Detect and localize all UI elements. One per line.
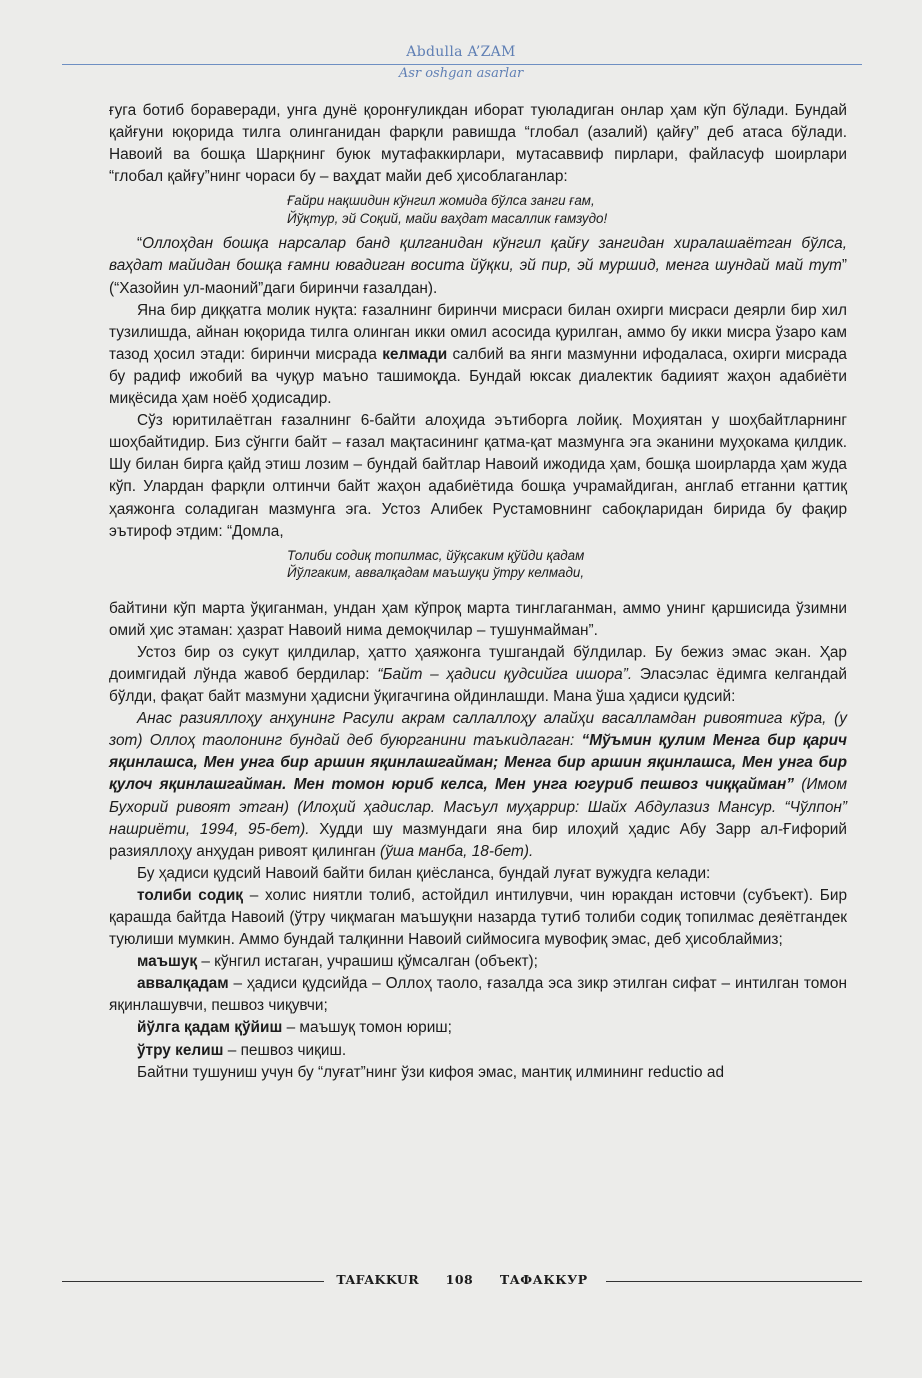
quote-mark: “ (137, 235, 143, 253)
page-number: 108 (440, 1272, 480, 1287)
definition-item (109, 1040, 847, 1062)
definition-text: – ҳадиси қудсийда – Оллоҳ таоло, ғазалда эса зикр этилган сифат – интилган томон яқинлашувчи, пешвоз чиқувчи; (109, 975, 847, 1015)
definition-term: аввалқадам (137, 975, 229, 993)
hadith-paragraph (109, 708, 847, 863)
text: Худди шу мазмундаги яна бир илоҳий ҳадис Абу Зарр ал-Ғифорий разияллоҳу анҳудан ривоят қилинган (109, 820, 848, 860)
definition-item (109, 1017, 847, 1039)
verse-line: Йўлгаким, аввалқадам маъшуқи ўтру келмади, (287, 565, 585, 581)
definition-item (109, 885, 847, 951)
text: Яна бир диққатга молик нуқта: ғазалнинг биринчи мисраси билан охирги мисраси деярли бир хил тузилишда, айнан юқорида тилга олинган икки омил асосида қурилган, аммо бу икки мисра ўзаро кам тазод ҳосил этади: биринчи мисрада (109, 301, 847, 363)
paragraph: ғуга ботиб бораверади, унга дунё қоронғуликдан иборат туюладиган онлар ҳам кўп бўлади. Бундай қайғуни юқорида тилга олинганидан фарқли равишда “глобал (азалий) қайғу” деб атаса бўлади. Навоий ва бошқа Шарқнинг буюк мутафаккирлари, мутасаввиф пирлари, файласуф шоирлари “глобал қайғу”нинг чораси бу – ваҳдат майи деб ҳисоблаганлар: (109, 102, 847, 186)
definition-term: ўтру келиш (137, 1041, 224, 1059)
article-body (109, 100, 847, 1084)
verse-line: Ғайри нақшидин кўнгил жомида бўлса занги ғам, (287, 193, 595, 209)
paragraph: Сўз юритилаётган ғазалнинг 6-байти алоҳида эътиборга лойиқ. Моҳиятан у шоҳбайтларнинг шоҳбайтидир. Биз сўнгги байт – ғазал мақтасининг қатма-қат мазмунга эга эканини муҳокама қилдик. Шу билан бирга қайд этиш лозим – бундай байтлар Навоий ижодида ҳам, бошқа шоирларда ҳам жуда кўп. Улардан фарқли олтинчи байт жаҳон адабиётида бошқа учрамайдиган, англаб етганни қаттиқ ҳаяжонга соладиган мазмунга эга. Устоз Алибек Рустамовнинг сабоқларидан бирида бу фақир эътироф этдим: “Домла, (109, 412, 847, 540)
paragraph (109, 642, 847, 708)
paragraph (109, 233, 847, 299)
paragraph: байтини кўп марта ўқиганман, ундан ҳам кўпроқ марта тинглаганман, аммо унинг қаршисида ўзимни омий ҳис этаман: ҳазрат Навоий нима демоқчилар – тушунмайман”. (109, 599, 847, 639)
footer-journal-cyrillic: ТАФАККУР (494, 1272, 594, 1287)
paragraph: Байтни тушуниш учун бу “луғат”нинг ўзи кифоя эмас, мантиқ илмининг reductio ad (137, 1063, 725, 1081)
definition-text: – маъшуқ томон юриш; (282, 1019, 452, 1037)
running-header-book-title: Asr oshgan asarlar (398, 66, 524, 81)
bold-term: келмади (382, 345, 448, 363)
italic-text: Анас разияллоҳу анҳунинг Расули акрам саллаллоҳу алайҳи васалламдан ривоятига кўра, (у зот) Оллоҳ таолонинг бундай деб буюрганини таъкидлаган: (109, 710, 847, 750)
paragraph (109, 300, 847, 410)
italic-text: (Имом Бухорий ривоят этган) (Илоҳий ҳадислар. Масъул муҳаррир: Шайх Абдулазиз Мансур. “Чўлпон” нашриёти, 1994, 95-бет). (109, 776, 847, 838)
definition-term: толиби содиқ (137, 886, 243, 904)
running-header-author: Abdulla A’ZAM (406, 44, 516, 60)
text: Эласэлас ёдимга келгандай бўлди, фақат байт мазмуни ҳадисни ўқигачгина ойдинлашди. Мана ўша ҳадиси қудсий: (109, 665, 848, 706)
header-rule (62, 64, 862, 65)
text: Устоз бир оз сукут қилдилар, ҳатто ҳаяжонга тушгандай бўлдилар. Бу бежиз эмас экан. Ҳар доимгидай лўнда жавоб бердилар: (109, 643, 847, 683)
definition-text: – пешвоз чиқиш. (223, 1041, 347, 1059)
text: салбий ва янги мазмунни ифодаласа, охирги мисрада бу радиф ижобий ва чуқур маъно ташимоқда. Бундай юксак диалектик бадиият жаҳон адабиёти миқёсида ҳам ноёб ҳодисадир. (109, 345, 847, 408)
bold-italic-quote: “Мўъмин қулим Менга бир қарич яқинлашса, Мен унга бир аршин яқинлашгайман; Менга бир аршин яқинлашса, Мен унга бир қулоч яқинлашгайман. Мен томон юриб келса, Мен унга югуриб пешвоз чиққайман” (109, 732, 848, 794)
page-footer (62, 1272, 862, 1290)
italic-text: Оллоҳдан бошқа нарсалар банд қилганидан кўнгил қайғу зангидан хиралашаётган бўлса, ваҳдат майидан бошқа ғамни ювадиган восита йўқки, эй пир, эй муршид, менга шундай май тут (109, 235, 847, 275)
definition-term: маъшуқ (137, 953, 198, 971)
verse-line: Йўқтур, эй Соқий, майи ваҳдат масаллик ғамзудо! (287, 210, 608, 226)
definition-item (109, 951, 847, 973)
footer-journal-latin: TAFAKKUR (330, 1272, 425, 1287)
verse-quote (109, 192, 847, 227)
italic-text: (ўша манба, 18-бет). (379, 842, 534, 860)
definition-text: – холис ниятли толиб, астойдил интилувчи, чин юракдан истовчи (субъект). Бир қарашда байтда Навоий (ўтру чиқмаган маъшуқни назарда тутиб толиби содиқ топилмас деяётгандек туюлиши мумкин. Аммо бундай талқинни Навоий сиймосига мувофиқ эмас, деб ҳисоблаймиз; (109, 886, 847, 949)
paragraph: Бу ҳадиси қудсий Навоий байти билан қиёсланса, бундай луғат вужудга келади: (137, 864, 711, 882)
verse-quote (109, 547, 847, 582)
italic-text: “Байт – ҳадиси қудсийга ишора”. (377, 665, 633, 683)
definition-term: йўлга қадам қўйиш (137, 1019, 283, 1037)
definition-item (109, 973, 847, 1017)
definition-text: – кўнгил истаган, учрашиш қўмсалган (объект); (197, 953, 538, 971)
text: ” (“Хазойин ул-маоний”даги биринчи ғазалдан). (109, 257, 847, 297)
footer-text (62, 1272, 862, 1287)
verse-line: Толиби содиқ топилмас, йўқсаким қўйди қадам (287, 547, 585, 563)
